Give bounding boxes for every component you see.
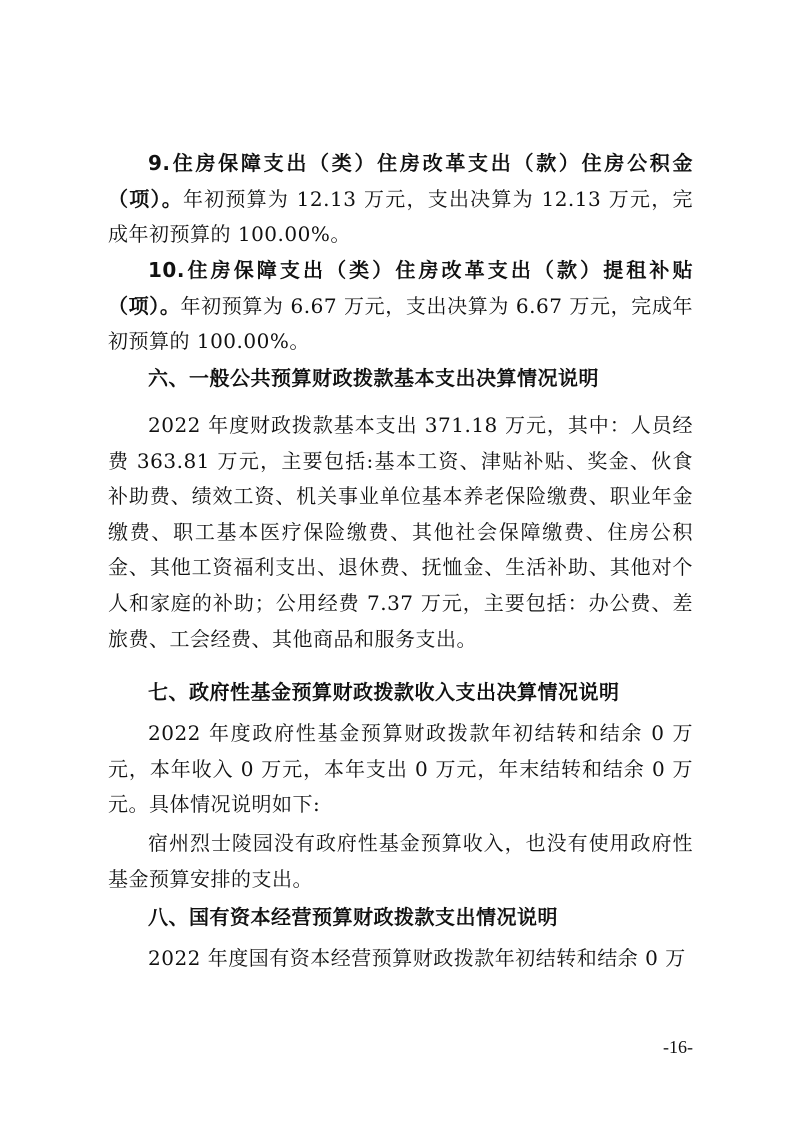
item-10-heading: 10.住房保障支出（类）住房改革支出（款）提租补贴（项）。 [108, 258, 693, 318]
item-10-paragraph [108, 253, 693, 360]
item-9-text: 年初预算为 12.13 万元，支出决算为 12.13 万元，完成年初预算的 100.00%。 [108, 186, 694, 247]
section-8-paragraph: 2022 年度国有资本经营预算财政拨款年初结转和结余 0 万 [148, 946, 686, 970]
item-10-text: 年初预算为 6.67 万元，支出决算为 6.67 万元，完成年初预算的 100.00%。 [108, 293, 693, 354]
item-9-heading: 9.住房保障支出（类）住房改革支出（款）住房公积金（项）。 [108, 151, 693, 211]
section-7-paragraph-1: 2022 年度政府性基金预算财政拨款年初结转和结余 0 万元，本年收入 0 万元，本年支出 0 万元，年末结转和结余 0 万元。具体情况说明如下: [108, 721, 693, 817]
section-8-title: 八、国有资本经营预算财政拨款支出情况说明 [148, 905, 558, 929]
section-7-paragraph-2: 宿州烈士陵园没有政府性基金预算收入，也没有使用政府性基金预算安排的支出。 [108, 831, 693, 891]
section-7-title: 七、政府性基金预算财政拨款收入支出决算情况说明 [148, 680, 620, 704]
section-6-paragraph: 2022 年度财政拨款基本支出 371.18 万元，其中：人员经费 363.81 万元，主要包括:基本工资、津贴补贴、奖金、伙食补助费、绩效工资、机关事业单位基本养老保险缴费、职业年金缴费、职工基本医疗保险缴费、其他社会保障缴费、住房公积金、其他工资福利支出、退休费、抚恤金、生活补助、其他对个人和家庭的补助；公用经费 7.37 万元，主要包括：办公费、差旅费、工会经费、其他商品和服务支出。 [108, 413, 693, 651]
item-9-paragraph [108, 146, 693, 253]
page-number: -16- [663, 1037, 693, 1057]
section-6-title: 六、一般公共预算财政拨款基本支出决算情况说明 [148, 366, 599, 390]
